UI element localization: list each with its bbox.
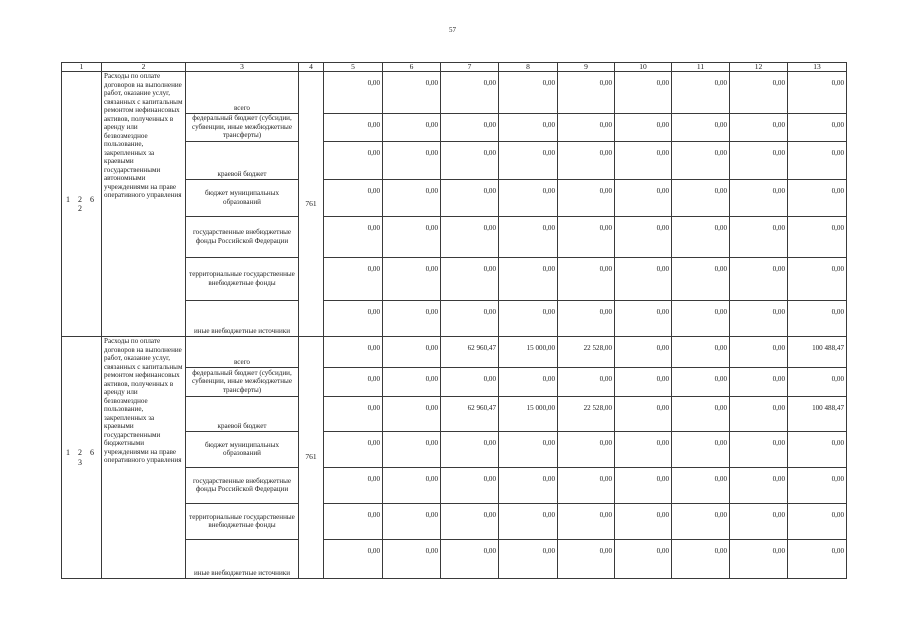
amount-cell: 0,00 — [324, 258, 383, 301]
amount-cell: 0,00 — [324, 337, 383, 368]
row-description: Расходы по оплате договоров на выполнение работ, оказание услуг, связанных с капитальным ремонтом нефинансовых активов, полученных в аренду или безвозмездное пользование, закрепленных за краевыми государственными бюджетными учреждениями на праве оперативного управления — [102, 337, 186, 579]
amount-cell: 0,00 — [788, 72, 847, 114]
amount-cell: 0,00 — [441, 432, 499, 468]
amount-cell: 0,00 — [730, 258, 788, 301]
page-number: 57 — [449, 26, 456, 34]
amount-cell: 0,00 — [499, 432, 558, 468]
amount-cell: 0,00 — [672, 540, 730, 579]
amount-cell: 0,00 — [788, 301, 847, 337]
amount-cell: 0,00 — [324, 468, 383, 504]
amount-cell: 0,00 — [324, 301, 383, 337]
amount-cell: 0,00 — [441, 504, 499, 540]
amount-cell: 0,00 — [672, 72, 730, 114]
funding-source-label: краевой бюджет — [186, 142, 299, 180]
amount-cell: 100 488,47 — [788, 337, 847, 368]
amount-cell: 0,00 — [788, 540, 847, 579]
amount-cell: 0,00 — [615, 217, 672, 258]
amount-cell: 0,00 — [558, 142, 615, 180]
amount-cell: 0,00 — [558, 180, 615, 217]
amount-cell: 0,00 — [730, 72, 788, 114]
amount-cell: 0,00 — [615, 142, 672, 180]
amount-cell: 0,00 — [672, 217, 730, 258]
column-number-6: 6 — [383, 63, 441, 72]
column-number-1: 1 — [62, 63, 102, 72]
amount-cell: 0,00 — [672, 368, 730, 397]
amount-cell: 0,00 — [383, 540, 441, 579]
amount-cell: 0,00 — [324, 217, 383, 258]
amount-cell: 0,00 — [324, 504, 383, 540]
amount-cell: 0,00 — [672, 468, 730, 504]
amount-cell: 15 000,00 — [499, 397, 558, 432]
amount-cell: 0,00 — [615, 301, 672, 337]
amount-cell: 0,00 — [730, 368, 788, 397]
amount-cell: 0,00 — [324, 540, 383, 579]
amount-cell: 22 528,00 — [558, 337, 615, 368]
amount-cell: 0,00 — [615, 432, 672, 468]
amount-cell: 0,00 — [788, 468, 847, 504]
column-number-row — [62, 63, 847, 72]
amount-cell: 62 960,47 — [441, 337, 499, 368]
column-number-11: 11 — [672, 63, 730, 72]
amount-cell: 0,00 — [324, 142, 383, 180]
amount-cell: 0,00 — [558, 540, 615, 579]
amount-cell: 0,00 — [383, 72, 441, 114]
amount-cell: 0,00 — [672, 432, 730, 468]
column-number-10: 10 — [615, 63, 672, 72]
amount-cell: 0,00 — [615, 504, 672, 540]
amount-cell: 0,00 — [788, 142, 847, 180]
amount-cell: 0,00 — [499, 258, 558, 301]
amount-cell: 22 528,00 — [558, 397, 615, 432]
amount-cell: 0,00 — [441, 540, 499, 579]
amount-cell: 0,00 — [499, 301, 558, 337]
amount-cell: 0,00 — [324, 72, 383, 114]
amount-cell: 0,00 — [615, 468, 672, 504]
amount-cell: 0,00 — [324, 397, 383, 432]
table-row — [62, 72, 847, 114]
amount-cell: 0,00 — [788, 217, 847, 258]
amount-cell: 0,00 — [499, 504, 558, 540]
funding-source-label: бюджет муниципальных образований — [186, 432, 299, 468]
amount-cell: 0,00 — [788, 180, 847, 217]
amount-cell: 0,00 — [615, 72, 672, 114]
amount-cell: 0,00 — [499, 540, 558, 579]
funding-source-label: государственные внебюджетные фонды Российской Федерации — [186, 217, 299, 258]
column-number-13: 13 — [788, 63, 847, 72]
amount-cell: 0,00 — [324, 180, 383, 217]
funding-source-label: государственные внебюджетные фонды Российской Федерации — [186, 468, 299, 504]
row-code: 1 2 6 3 — [62, 337, 102, 579]
amount-cell: 0,00 — [558, 368, 615, 397]
column-number-7: 7 — [441, 63, 499, 72]
amount-cell: 0,00 — [672, 504, 730, 540]
column-number-9: 9 — [558, 63, 615, 72]
amount-cell: 0,00 — [441, 468, 499, 504]
amount-cell: 0,00 — [672, 142, 730, 180]
grbs-code: 761 — [299, 337, 324, 579]
amount-cell: 0,00 — [499, 217, 558, 258]
funding-source-label: федеральный бюджет (субсидии, субвенции, иные межбюджетные трансферты) — [186, 368, 299, 397]
amount-cell: 0,00 — [615, 540, 672, 579]
amount-cell: 0,00 — [730, 540, 788, 579]
amount-cell: 0,00 — [383, 114, 441, 142]
amount-cell: 0,00 — [672, 114, 730, 142]
amount-cell: 0,00 — [730, 180, 788, 217]
amount-cell: 0,00 — [788, 432, 847, 468]
amount-cell: 62 960,47 — [441, 397, 499, 432]
amount-cell: 0,00 — [558, 258, 615, 301]
amount-cell: 0,00 — [788, 368, 847, 397]
amount-cell: 0,00 — [441, 142, 499, 180]
amount-cell: 0,00 — [615, 397, 672, 432]
amount-cell: 0,00 — [499, 72, 558, 114]
row-description: Расходы по оплате договоров на выполнение работ, оказание услуг, связанных с капитальным ремонтом нефинансовых активов, полученных в аренду или безвозмездное пользование, закрепленных за краевыми государственными автономными учреждениями на праве оперативного управления — [102, 72, 186, 337]
amount-cell: 0,00 — [383, 368, 441, 397]
amount-cell: 0,00 — [558, 301, 615, 337]
amount-cell: 100 488,47 — [788, 397, 847, 432]
amount-cell: 0,00 — [383, 397, 441, 432]
amount-cell: 0,00 — [730, 142, 788, 180]
amount-cell: 0,00 — [383, 504, 441, 540]
amount-cell: 0,00 — [730, 468, 788, 504]
row-code: 1 2 6 2 — [62, 72, 102, 337]
amount-cell: 15 000,00 — [499, 337, 558, 368]
amount-cell: 0,00 — [558, 217, 615, 258]
amount-cell: 0,00 — [672, 301, 730, 337]
amount-cell: 0,00 — [441, 368, 499, 397]
amount-cell: 0,00 — [615, 114, 672, 142]
amount-cell: 0,00 — [730, 397, 788, 432]
amount-cell: 0,00 — [730, 301, 788, 337]
amount-cell: 0,00 — [730, 114, 788, 142]
amount-cell: 0,00 — [441, 301, 499, 337]
amount-cell: 0,00 — [324, 114, 383, 142]
table-body — [62, 63, 847, 579]
amount-cell: 0,00 — [558, 432, 615, 468]
grbs-code: 761 — [299, 72, 324, 337]
column-number-8: 8 — [499, 63, 558, 72]
funding-source-label: иные внебюджетные источники — [186, 540, 299, 579]
amount-cell: 0,00 — [383, 432, 441, 468]
amount-cell: 0,00 — [383, 258, 441, 301]
amount-cell: 0,00 — [383, 337, 441, 368]
amount-cell: 0,00 — [672, 397, 730, 432]
amount-cell: 0,00 — [383, 217, 441, 258]
amount-cell: 0,00 — [558, 468, 615, 504]
amount-cell: 0,00 — [441, 72, 499, 114]
column-number-12: 12 — [730, 63, 788, 72]
amount-cell: 0,00 — [672, 180, 730, 217]
amount-cell: 0,00 — [615, 368, 672, 397]
column-number-2: 2 — [102, 63, 186, 72]
funding-source-label: краевой бюджет — [186, 397, 299, 432]
amount-cell: 0,00 — [558, 72, 615, 114]
amount-cell: 0,00 — [788, 114, 847, 142]
funding-source-label: федеральный бюджет (субсидии, субвенции, иные межбюджетные трансферты) — [186, 114, 299, 142]
amount-cell: 0,00 — [558, 114, 615, 142]
amount-cell: 0,00 — [499, 114, 558, 142]
amount-cell: 0,00 — [499, 142, 558, 180]
amount-cell: 0,00 — [324, 368, 383, 397]
budget-table — [61, 62, 847, 579]
amount-cell: 0,00 — [441, 258, 499, 301]
amount-cell: 0,00 — [558, 504, 615, 540]
amount-cell: 0,00 — [499, 468, 558, 504]
funding-source-label: территориальные государственные внебюджетные фонды — [186, 504, 299, 540]
amount-cell: 0,00 — [730, 432, 788, 468]
amount-cell: 0,00 — [441, 114, 499, 142]
amount-cell: 0,00 — [383, 180, 441, 217]
funding-source-label: иные внебюджетные источники — [186, 301, 299, 337]
amount-cell: 0,00 — [615, 180, 672, 217]
column-number-5: 5 — [324, 63, 383, 72]
amount-cell: 0,00 — [383, 301, 441, 337]
amount-cell: 0,00 — [383, 468, 441, 504]
amount-cell: 0,00 — [730, 504, 788, 540]
amount-cell: 0,00 — [615, 258, 672, 301]
amount-cell: 0,00 — [672, 258, 730, 301]
amount-cell: 0,00 — [788, 504, 847, 540]
amount-cell: 0,00 — [730, 337, 788, 368]
amount-cell: 0,00 — [324, 432, 383, 468]
funding-source-label: всего — [186, 72, 299, 114]
amount-cell: 0,00 — [788, 258, 847, 301]
amount-cell: 0,00 — [672, 337, 730, 368]
funding-source-label: территориальные государственные внебюджетные фонды — [186, 258, 299, 301]
amount-cell: 0,00 — [615, 337, 672, 368]
table-row — [62, 337, 847, 368]
column-number-3: 3 — [186, 63, 299, 72]
column-number-4: 4 — [299, 63, 324, 72]
funding-source-label: всего — [186, 337, 299, 368]
amount-cell: 0,00 — [441, 180, 499, 217]
funding-source-label: бюджет муниципальных образований — [186, 180, 299, 217]
amount-cell: 0,00 — [499, 368, 558, 397]
amount-cell: 0,00 — [730, 217, 788, 258]
amount-cell: 0,00 — [499, 180, 558, 217]
amount-cell: 0,00 — [383, 142, 441, 180]
amount-cell: 0,00 — [441, 217, 499, 258]
